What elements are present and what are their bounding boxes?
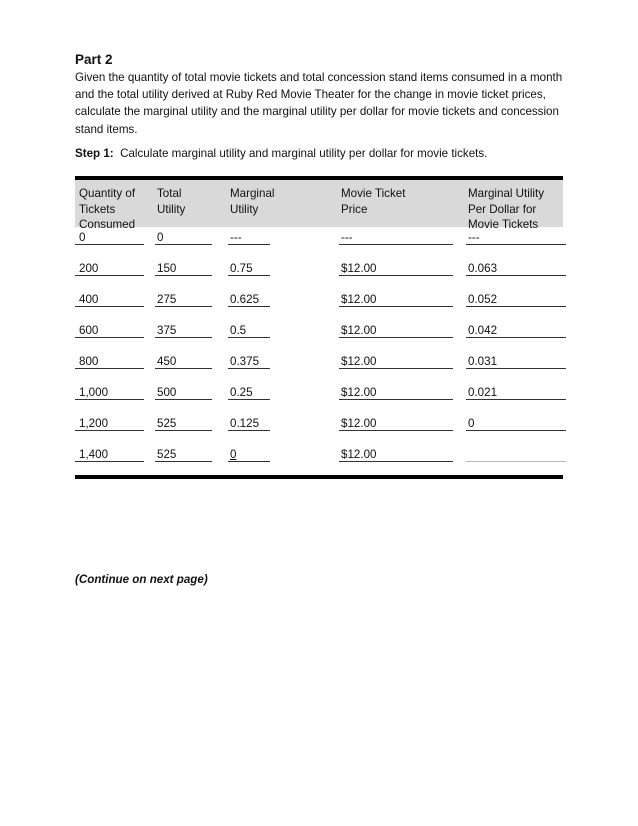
step-text: Calculate marginal utility and marginal utility per dollar for movie tickets. [120,147,488,160]
continue-note: (Continue on next page) [75,573,208,586]
cell-quantity: 0 [75,230,144,245]
header-line: Movie Tickets [468,218,539,231]
header-line: Quantity of [79,187,136,200]
cell-mu-per-dollar: --- [466,230,566,245]
cell-ticket-price: $12.00 [339,261,453,276]
table-row [75,416,563,447]
cell-ticket-price: $12.00 [339,385,453,400]
cell-total-utility: 150 [155,261,212,276]
header-line: Per Dollar for [468,202,537,216]
header-total-utility [157,186,185,233]
table-row [75,385,563,416]
cell-total-utility: 450 [155,354,212,369]
cell-marginal-utility: 0.125 [228,416,270,431]
cell-total-utility: 500 [155,385,212,400]
header-line: Price [341,202,368,216]
cell-marginal-utility: 0.25 [228,385,270,400]
table-row [75,230,563,261]
cell-ticket-price: $12.00 [339,354,453,369]
cell-marginal-utility: --- [228,230,270,245]
cell-ticket-price: $12.00 [339,447,453,462]
cell-marginal-utility: 0.625 [228,292,270,307]
cell-quantity: 800 [75,354,144,369]
table-row [75,447,563,478]
cell-mu-per-dollar: 0.031 [466,354,566,369]
header-line: Utility [230,202,259,216]
header-line: Total [157,187,182,200]
cell-marginal-utility: 0 [228,447,270,462]
header-line: Marginal [230,187,275,200]
cell-quantity: 1,200 [75,416,144,431]
cell-marginal-utility: 0.5 [228,323,270,338]
part-title: Part 2 [75,52,113,67]
header-line: Movie Ticket [341,187,406,200]
cell-quantity: 600 [75,323,144,338]
intro-paragraph: Given the quantity of total movie tickets and total concession stand items consumed in a month and the total utility derived at Ruby Red Movie Theater for the change in movie ticket prices, calculate the marginal utility and the marginal utility per dollar for movie tickets and concession stand items. [75,71,563,136]
table-header [75,180,563,231]
table-row [75,354,563,385]
cell-mu-per-dollar: 0.052 [466,292,566,307]
cell-total-utility: 0 [155,230,212,245]
cell-mu-per-dollar: 0 [466,416,566,431]
step-label: Step 1: [75,147,114,160]
cell-mu-per-dollar [466,447,566,462]
cell-ticket-price: $12.00 [339,292,453,307]
cell-total-utility: 275 [155,292,212,307]
cell-ticket-price: $12.00 [339,323,453,338]
header-line: Consumed [79,218,136,231]
cell-quantity: 1,400 [75,447,144,462]
cell-total-utility: 525 [155,447,212,462]
cell-total-utility: 525 [155,416,212,431]
cell-quantity: 1,000 [75,385,144,400]
table-row [75,261,563,292]
cell-marginal-utility: 0.75 [228,261,270,276]
table-bottom-rule [75,475,563,479]
header-mu-per-dollar [468,186,544,233]
header-line: Utility [157,202,186,216]
cell-ticket-price: --- [339,230,453,245]
header-marginal-utility [230,186,274,233]
header-line: Marginal Utility [468,187,545,200]
header-line: Tickets [79,202,116,216]
table-row [75,323,563,354]
cell-ticket-price: $12.00 [339,416,453,431]
header-ticket-price [341,186,405,233]
cell-quantity: 200 [75,261,144,276]
step-instruction [75,147,487,160]
header-quantity [79,186,135,233]
cell-total-utility: 375 [155,323,212,338]
cell-mu-per-dollar: 0.063 [466,261,566,276]
cell-quantity: 400 [75,292,144,307]
cell-mu-per-dollar: 0.021 [466,385,566,400]
cell-marginal-utility: 0.375 [228,354,270,369]
table-row [75,292,563,323]
cell-mu-per-dollar: 0.042 [466,323,566,338]
